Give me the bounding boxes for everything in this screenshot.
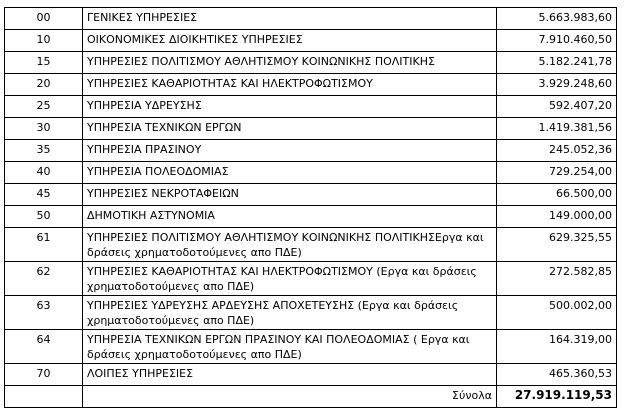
row-description: ΥΠΗΡΕΣΙΕΣ ΚΑΘΑΡΙΟΤΗΤΑΣ ΚΑΙ ΗΛΕΚΤΡΟΦΩΤΙΣΜΟΥ	[83, 74, 497, 96]
row-amount: 66.500,00	[497, 184, 617, 206]
budget-table	[4, 7, 617, 408]
budget-table-body	[5, 8, 617, 408]
table-row	[5, 184, 617, 206]
row-amount: 500.002,00	[497, 296, 617, 330]
row-amount: 629.325,55	[497, 228, 617, 262]
row-code: 40	[5, 162, 83, 184]
row-code: 10	[5, 30, 83, 52]
row-amount: 1.419.381,56	[497, 118, 617, 140]
table-row	[5, 8, 617, 30]
row-amount: 5.182.241,78	[497, 52, 617, 74]
table-row	[5, 74, 617, 96]
row-code: 15	[5, 52, 83, 74]
row-amount: 465.360,53	[497, 364, 617, 386]
table-row	[5, 206, 617, 228]
row-description: ΔΗΜΟΤΙΚΗ ΑΣΤΥΝΟΜΙΑ	[83, 206, 497, 228]
table-row	[5, 140, 617, 162]
row-code: 62	[5, 262, 83, 296]
row-amount: 729.254,00	[497, 162, 617, 184]
table-row	[5, 52, 617, 74]
row-description: ΥΠΗΡΕΣΙΑ ΥΔΡΕΥΣΗΣ	[83, 96, 497, 118]
table-row	[5, 96, 617, 118]
row-description: ΥΠΗΡΕΣΙΑ ΤΕΧΝΙΚΩΝ ΕΡΓΩΝ	[83, 118, 497, 140]
row-code: 20	[5, 74, 83, 96]
row-amount: 272.582,85	[497, 262, 617, 296]
row-code: 64	[5, 330, 83, 364]
row-amount: 164.319,00	[497, 330, 617, 364]
row-code: 45	[5, 184, 83, 206]
row-amount: 149.000,00	[497, 206, 617, 228]
row-code: 00	[5, 8, 83, 30]
row-code: 50	[5, 206, 83, 228]
total-row	[5, 386, 617, 408]
row-description: ΥΠΗΡΕΣΙΕΣ ΝΕΚΡΟΤΑΦΕΙΩΝ	[83, 184, 497, 206]
row-description: ΥΠΗΡΕΣΙΑ ΠΟΛΕΟΔΟΜΙΑΣ	[83, 162, 497, 184]
table-row	[5, 118, 617, 140]
row-code: 70	[5, 364, 83, 386]
table-row	[5, 162, 617, 184]
table-row	[5, 30, 617, 52]
row-amount: 5.663.983,60	[497, 8, 617, 30]
table-row	[5, 330, 617, 364]
row-description: ΥΠΗΡΕΣΙΑ ΠΡΑΣΙΝΟΥ	[83, 140, 497, 162]
total-code-cell	[5, 386, 83, 408]
row-description: ΛΟΙΠΕΣ ΥΠΗΡΕΣΙΕΣ	[83, 364, 497, 386]
row-code: 35	[5, 140, 83, 162]
row-code: 63	[5, 296, 83, 330]
table-row	[5, 296, 617, 330]
row-amount: 592.407,20	[497, 96, 617, 118]
row-amount: 7.910.460,50	[497, 30, 617, 52]
row-code: 30	[5, 118, 83, 140]
row-description: ΟΙΚΟΝΟΜΙΚΕΣ ΔΙΟΙΚΗΤΙΚΕΣ ΥΠΗΡΕΣΙΕΣ	[83, 30, 497, 52]
table-row	[5, 228, 617, 262]
row-description: ΥΠΗΡΕΣΙΑ ΤΕΧΝΙΚΩΝ ΕΡΓΩΝ ΠΡΑΣΙΝΟΥ ΚΑΙ ΠΟΛΕΟΔΟΜΙΑΣ ( Εργα και δράσεις χρηματοδοτούμενες απο ΠΔΕ)	[83, 330, 497, 364]
row-description: ΥΠΗΡΕΣΙΕΣ ΚΑΘΑΡΙΟΤΗΤΑΣ ΚΑΙ ΗΛΕΚΤΡΟΦΩΤΙΣΜΟΥ (Εργα και δράσεις χρηματοδοτούμενες απο ΠΔΕ)	[83, 262, 497, 296]
row-code: 25	[5, 96, 83, 118]
row-description: ΥΠΗΡΕΣΙΕΣ ΠΟΛΙΤΙΣΜΟΥ ΑΘΛΗΤΙΣΜΟΥ ΚΟΙΝΩΝΙΚΗΣ ΠΟΛΙΤΙΚΗΣ	[83, 52, 497, 74]
total-label: Σύνολα	[83, 386, 497, 408]
table-row	[5, 262, 617, 296]
row-description: ΥΠΗΡΕΣΙΕΣ ΠΟΛΙΤΙΣΜΟΥ ΑΘΛΗΤΙΣΜΟΥ ΚΟΙΝΩΝΙΚΗΣ ΠΟΛΙΤΙΚΗΣΕργα και δράσεις χρηματοδοτούμενες απο ΠΔΕ)	[83, 228, 497, 262]
row-amount: 245.052,36	[497, 140, 617, 162]
row-description: ΥΠΗΡΕΣΙΕΣ ΥΔΡΕΥΣΗΣ ΑΡΔΕΥΣΗΣ ΑΠΟΧΕΤΕΥΣΗΣ (Εργα και δράσεις χρηματοδοτούμενες απο ΠΔΕ)	[83, 296, 497, 330]
table-row	[5, 364, 617, 386]
row-code: 61	[5, 228, 83, 262]
row-amount: 3.929.248,60	[497, 74, 617, 96]
total-amount: 27.919.119,53	[497, 386, 617, 408]
row-description: ΓΕΝΙΚΕΣ ΥΠΗΡΕΣΙΕΣ	[83, 8, 497, 30]
